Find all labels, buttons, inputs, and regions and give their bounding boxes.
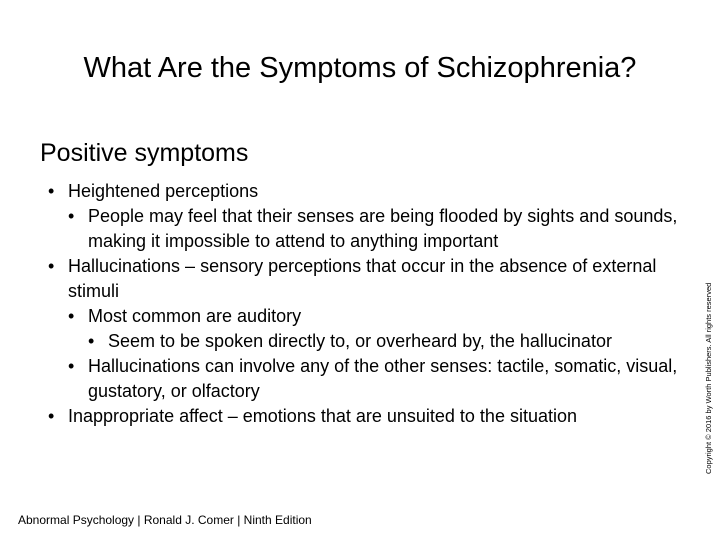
sub-sub-bullet-text: Seem to be spoken directly to, or overheard by, the hallucinator	[108, 331, 612, 351]
sub-bullet-item	[68, 204, 688, 254]
bullet-list	[48, 179, 688, 429]
bullet-item	[48, 254, 688, 404]
sub-sub-bullet-list	[88, 329, 688, 354]
sub-bullet-item	[68, 354, 688, 404]
bullet-text: Heightened perceptions	[68, 181, 259, 201]
sub-bullet-list	[68, 204, 688, 254]
sub-bullet-list	[68, 304, 688, 404]
sub-bullet-text: People may feel that their senses are being flooded by sights and sounds, making it impossible to attend to anything important	[88, 206, 678, 251]
bullet-item	[48, 404, 688, 429]
bullet-text: Inappropriate affect – emotions that are unsuited to the situation	[68, 406, 578, 426]
sub-bullet-item	[68, 304, 688, 354]
footer-citation: Abnormal Psychology | Ronald J. Comer | Ninth Edition	[18, 513, 312, 527]
sub-sub-bullet-item	[88, 329, 688, 354]
sub-bullet-text: Hallucinations can involve any of the other senses: tactile, somatic, visual, gustatory, or olfactory	[88, 356, 678, 401]
bullet-item	[48, 179, 688, 254]
slide-title: What Are the Symptoms of Schizophrenia?	[83, 52, 637, 84]
bullet-text: Hallucinations – sensory perceptions that occur in the absence of external stimuli	[68, 256, 657, 301]
sub-bullet-text: Most common are auditory	[88, 306, 302, 326]
copyright-notice: Copyright © 2016 by Worth Publishers. All rights reserved	[704, 282, 713, 474]
section-heading: Positive symptoms	[40, 139, 249, 167]
